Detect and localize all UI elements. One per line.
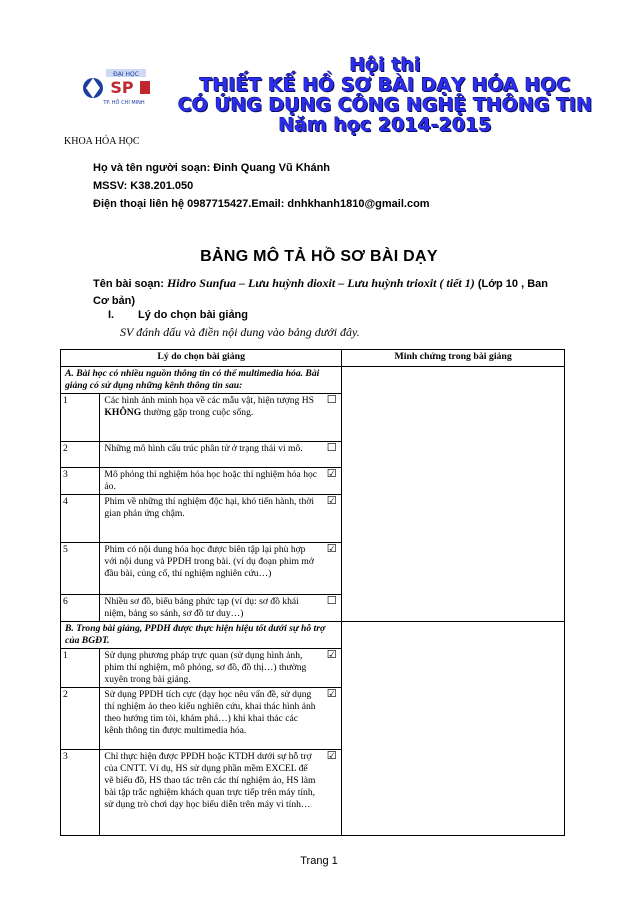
contest-line-2: THIẾT KẾ HỒ SƠ BÀI DẠY HÓA HỌC <box>199 74 571 96</box>
lesson-name: Hidro Sunfua – Lưu huỳnh dioxit – Lưu huỳnh trioxit ( tiết 1) <box>166 276 475 290</box>
contest-line-4: Năm học 2014-2015 <box>278 114 492 136</box>
group-a-row <box>61 367 565 394</box>
row-number: 2 <box>61 442 100 468</box>
group-b-row <box>61 622 565 649</box>
lesson-label: Tên bài soạn: <box>93 278 167 290</box>
row-text: Nhiều sơ đồ, biểu bảng phức tạp (ví dụ: sơ đồ khái niệm, bảng so sánh, sơ đồ tư duy…) <box>100 595 322 622</box>
row-number: 1 <box>61 394 100 442</box>
lesson-suffix: (Lớp 10 , Ban Cơ bản) <box>93 278 548 307</box>
row-number: 1 <box>61 649 100 688</box>
department-label: KHOA HÓA HỌC <box>64 136 140 147</box>
row-number: 3 <box>61 750 100 836</box>
row-text: Phim về những thí nghiệm độc hại, khó tiến hành, thời gian phản ứng chậm. <box>100 495 322 543</box>
logo-subtitle: ĐẠI HỌC <box>113 71 139 78</box>
evidence-cell-b[interactable] <box>342 622 565 836</box>
group-a-label: A. Bài học có nhiều nguồn thông tin có thể multimedia hóa. Bài giảng có sử dụng những kênh thông tin sau: <box>61 367 342 394</box>
checkbox-checked[interactable]: ☑ <box>322 495 342 543</box>
row-text: Sử dụng phương pháp trực quan (sử dụng hình ảnh, phim thí nghiệm, mô phỏng, sơ đồ, đồ thị…) thường xuyên trong bài giảng. <box>100 649 322 688</box>
instruction-text: SV đánh dấu và điền nội dung vào bảng dưới đây. <box>120 325 360 339</box>
checkbox-checked[interactable]: ☑ <box>322 543 342 595</box>
row-text: Chỉ thực hiện được PPDH hoặc KTDH dưới sự hỗ trợ của CNTT. Ví dụ, HS sử dụng phần mềm EXCEL để vẽ biểu đồ, HS thao tác trên các thí nghiệm ảo, HS làm bài tập trắc nghiệm khách quan trực tiếp trên máy tính, sử dụng trò chơi dạy học biểu diễn trên máy vi tính… <box>100 750 322 836</box>
row-text: Phim có nội dung hóa học được biên tập lại phù hợp với nội dung và PPDH trong bài. (ví dụ đoạn phim mở đầu bài, củng cố, thí nghiệm nghiên cứu…) <box>100 543 322 595</box>
checkbox-checked[interactable]: ☑ <box>322 468 342 495</box>
contest-line-3: CÓ ỨNG DỤNG CÔNG NGHỆ THÔNG TIN <box>177 94 593 116</box>
university-logo <box>80 66 152 110</box>
section-number: I. <box>108 309 115 321</box>
group-b-label: B. Trong bài giảng, PPDH được thực hiện hiệu tốt dưới sự hỗ trợ của BGĐT. <box>61 622 342 649</box>
author-mssv: MSSV: K38.201.050 <box>93 180 194 192</box>
checkbox-checked[interactable]: ☑ <box>322 688 342 750</box>
checkbox-checked[interactable]: ☑ <box>322 750 342 836</box>
reason-table <box>60 349 565 836</box>
author-contact: Điện thoại liên hệ 0987715427.Email: dnhkhanh1810@gmail.com <box>93 198 430 210</box>
logo-text: SP <box>110 78 134 97</box>
col-evidence-header: Minh chứng trong bài giảng <box>342 350 565 367</box>
checkbox-unchecked[interactable]: ☐ <box>322 595 342 622</box>
row-text: Những mô hình cấu trúc phân tử ở trạng thái vi mô. <box>100 442 322 468</box>
logo-city: TP. HỒ CHÍ MINH <box>103 100 145 106</box>
row-text: Sử dụng PPDH tích cực (dạy học nêu vấn đề, sử dụng thí nghiệm ảo theo kiểu nghiên cứu, khai thác hình ảnh theo hướng tìm tòi, khám phá…) khi khai thác các kênh thông tin được multimedia hóa. <box>100 688 322 750</box>
row-text: Mô phỏng thí nghiệm hóa học hoặc thí nghiệm hóa học ảo. <box>100 468 322 495</box>
doc-title: BẢNG MÔ TẢ HỒ SƠ BÀI DẠY <box>200 248 438 265</box>
col-reason-header: Lý do chọn bài giảng <box>61 350 342 367</box>
contest-line-1: Hội thi <box>349 54 421 76</box>
author-name: Họ và tên người soạn: Đinh Quang Vũ Khánh <box>93 162 331 174</box>
row-number: 2 <box>61 688 100 750</box>
page-number: Trang 1 <box>300 855 338 867</box>
section-title: Lý do chọn bài giảng <box>138 309 248 321</box>
checkbox-unchecked[interactable]: ☐ <box>322 442 342 468</box>
contest-title <box>160 55 610 135</box>
row-number: 3 <box>61 468 100 495</box>
checkbox-checked[interactable]: ☑ <box>322 649 342 688</box>
evidence-cell-a[interactable] <box>342 367 565 622</box>
lesson-line <box>93 275 563 310</box>
table-header-row <box>61 350 565 367</box>
row-number: 4 <box>61 495 100 543</box>
row-number: 5 <box>61 543 100 595</box>
checkbox-unchecked[interactable]: ☐ <box>322 394 342 442</box>
row-text: Các hình ảnh minh họa về các mẫu vật, hiện tượng HS KHÔNG thường gặp trong cuộc sống. <box>100 394 322 442</box>
row-number: 6 <box>61 595 100 622</box>
author-info <box>93 159 430 213</box>
section-heading <box>108 309 248 321</box>
